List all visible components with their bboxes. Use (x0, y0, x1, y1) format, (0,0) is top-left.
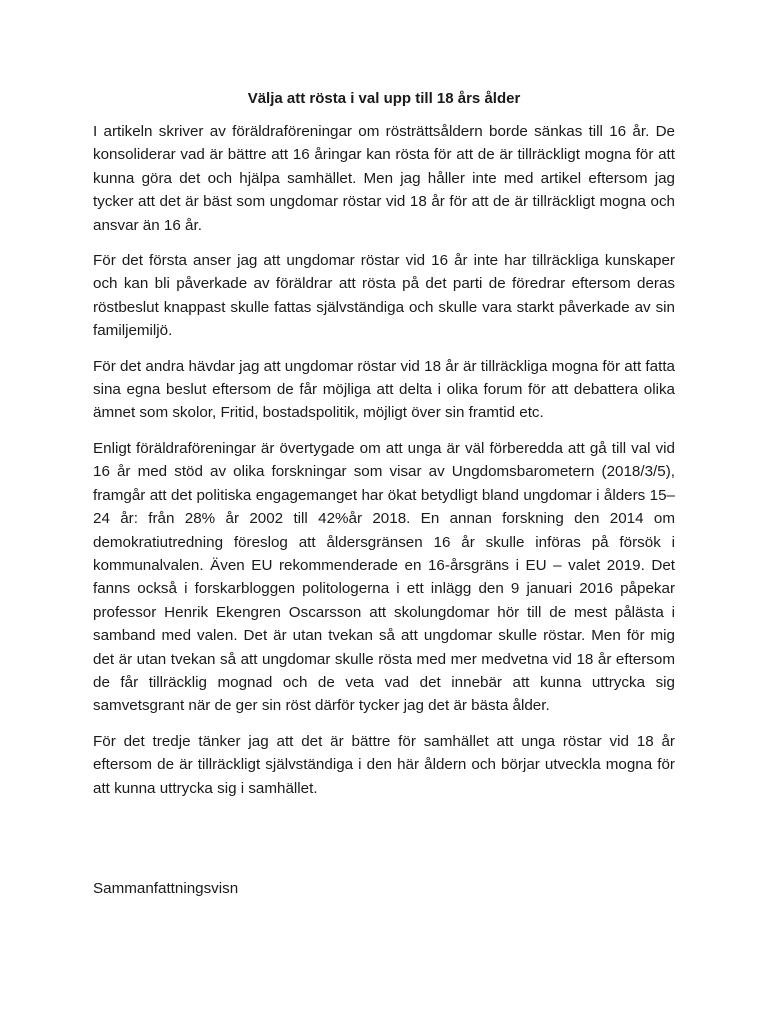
document-body (93, 120, 675, 812)
closing-text: Sammanfattningsvisn (93, 880, 239, 897)
paragraph-1: I artikeln skriver av föräldraföreningar om rösträttsåldern borde sänkas till 16 år. De konsoliderar vad är bättre att 16 åringar kan rösta för att de är tillräckligt mogna för att kunna göra det och hjälpa samhället. Men jag håller inte med artikel eftersom jag tycker att det är bäst som ungdomar röstar vid 18 år för att de är tillräckligt mogna och ansvar än 16 år. (93, 123, 675, 234)
paragraph-2: För det första anser jag att ungdomar röstar vid 16 år inte har tillräckliga kunskaper och kan bli påverkade av föräldrar att rösta på det parti de föredrar eftersom deras röstbeslut knappast skulle fattas självständiga och skulle vara starkt påverkade av sin familjemiljö. (93, 252, 675, 340)
paragraph-5: För det tredje tänker jag att det är bättre för samhället att unga röstar vid 18 år eftersom de är tillräckligt självständiga i den här åldern och börjar utveckla mogna för att kunna uttrycka sig i samhället. (93, 732, 675, 797)
document-title: Välja att rösta i val upp till 18 års ålder (247, 90, 521, 107)
paragraph-3: För det andra hävdar jag att ungdomar röstar vid 18 år är tillräckliga mogna för att fatta sina egna beslut eftersom de får möjliga att delta i olika forum för att debattera olika ämnet som skolor, Fritid, bostadspolitik, möjligt över sin framtid etc. (93, 357, 675, 422)
paragraph-4: Enligt föräldraföreningar är övertygade om att unga är väl förberedda att gå till val vid 16 år med stöd av olika forskningar som visar av Ungdomsbarometern (2018/3/5), framgår att det politiska engagemanget har ökat betydligt bland ungdomar i ålders 15–24 år: från 28% år 2002 till 42%år 2018. En annan forskning den 2014 om demokratiutredning föreslog att åldersgränsen 16 år skulle införas på försök i kommunalvalen. Även EU rekommenderade en 16-årsgräns i EU – valet 2019. Det fanns också i forskarbloggen politologerna i ett inlägg den 9 januari 2016 påpekar professor Henrik Ekengren Oscarsson att skolungdomar hör till de mest pålästa i samband med valen. Det är utan tvekan så att ungdomar skulle röstar. Men för mig det är utan tvekan så att ungdomar skulle rösta med mer medvetna vid 18 år eftersom de får tillräcklig mognad och de veta vad det innebär att kunna uttrycka sig samvetsgrant när de ger sin röst därför tycker jag det är bästa ålder. (93, 439, 675, 715)
